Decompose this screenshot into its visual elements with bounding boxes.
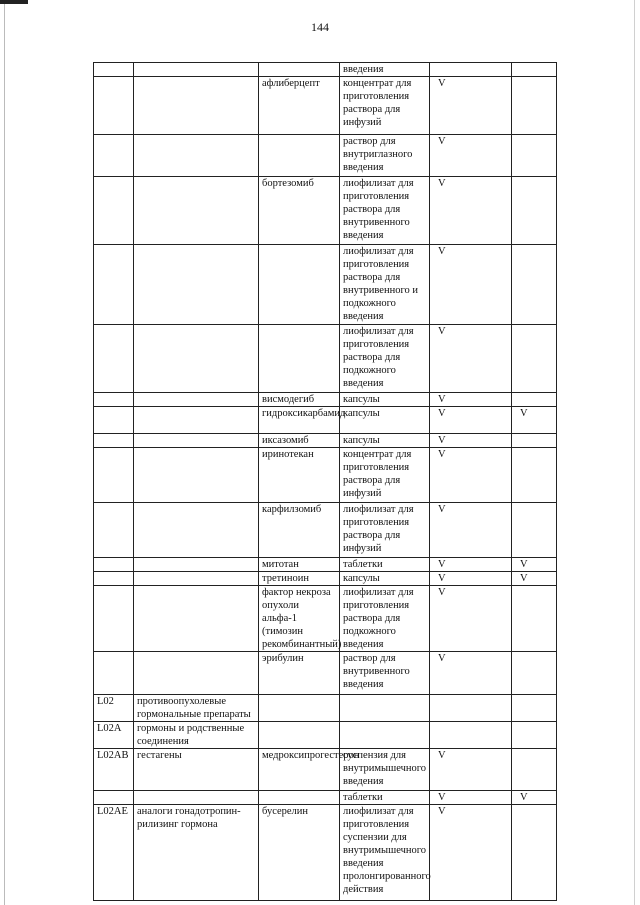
table-row — [94, 791, 557, 805]
group-name-cell — [134, 586, 259, 652]
table-row — [94, 448, 557, 503]
dosage-form-cell: таблетки — [340, 791, 430, 805]
table-row — [94, 135, 557, 177]
table-row — [94, 805, 557, 901]
mark-cell-2 — [512, 749, 557, 791]
mark-cell-1: V — [430, 135, 512, 177]
dosage-form-cell: лиофилизат для приготовления раствора для инфузий — [340, 503, 430, 558]
group-name-cell: противоопухолевые гормональные препараты — [134, 695, 259, 722]
dosage-form-cell: концентрат для приготовления раствора для инфузий — [340, 77, 430, 135]
atc-code-cell: L02 — [94, 695, 134, 722]
group-name-cell — [134, 135, 259, 177]
atc-code-cell — [94, 245, 134, 325]
atc-code-cell — [94, 63, 134, 77]
mark-cell-2: V — [512, 791, 557, 805]
table-row — [94, 695, 557, 722]
dosage-form-cell: лиофилизат для приготовления раствора для подкожного введения — [340, 586, 430, 652]
mark-cell-1: V — [430, 77, 512, 135]
group-name-cell — [134, 63, 259, 77]
mark-cell-2 — [512, 652, 557, 695]
table-row — [94, 407, 557, 434]
group-name-cell — [134, 393, 259, 407]
mark-cell-2 — [512, 77, 557, 135]
drug-name-cell — [259, 695, 340, 722]
drug-table — [93, 62, 557, 901]
table-row — [94, 652, 557, 695]
mark-cell-2 — [512, 325, 557, 393]
group-name-cell: аналоги гонадотропин-рилизинг гормона — [134, 805, 259, 901]
table-row — [94, 325, 557, 393]
drug-name-cell: иксазомиб — [259, 434, 340, 448]
table-row — [94, 586, 557, 652]
drug-name-cell: иринотекан — [259, 448, 340, 503]
mark-cell-1 — [430, 722, 512, 749]
scan-edge-left — [4, 0, 5, 905]
group-name-cell — [134, 177, 259, 245]
dosage-form-cell: раствор для внутриглазного введения — [340, 135, 430, 177]
group-name-cell: гормоны и родственные соединения — [134, 722, 259, 749]
table-row — [94, 503, 557, 558]
atc-code-cell — [94, 434, 134, 448]
mark-cell-2 — [512, 434, 557, 448]
dosage-form-cell — [340, 722, 430, 749]
group-name-cell — [134, 558, 259, 572]
group-name-cell — [134, 325, 259, 393]
mark-cell-2 — [512, 177, 557, 245]
table-row — [94, 245, 557, 325]
table-row — [94, 434, 557, 448]
group-name-cell — [134, 791, 259, 805]
drug-name-cell: бусерелин — [259, 805, 340, 901]
atc-code-cell — [94, 572, 134, 586]
table-row — [94, 749, 557, 791]
mark-cell-1: V — [430, 448, 512, 503]
mark-cell-2: V — [512, 558, 557, 572]
mark-cell-1: V — [430, 434, 512, 448]
drug-name-cell: фактор некроза опухоли альфа-1 (тимозин рекомбинантный) — [259, 586, 340, 652]
drug-name-cell: бортезомиб — [259, 177, 340, 245]
drug-name-cell: афлиберцепт — [259, 77, 340, 135]
mark-cell-2 — [512, 448, 557, 503]
group-name-cell — [134, 245, 259, 325]
dosage-form-cell: лиофилизат для приготовления раствора для внутривенного и подкожного введения — [340, 245, 430, 325]
drug-name-cell: висмодегиб — [259, 393, 340, 407]
drug-name-cell — [259, 63, 340, 77]
group-name-cell — [134, 652, 259, 695]
mark-cell-2 — [512, 503, 557, 558]
atc-code-cell — [94, 177, 134, 245]
group-name-cell: гестагены — [134, 749, 259, 791]
table-row — [94, 393, 557, 407]
mark-cell-1: V — [430, 393, 512, 407]
drug-name-cell — [259, 325, 340, 393]
table-row — [94, 572, 557, 586]
group-name-cell — [134, 448, 259, 503]
table-row — [94, 77, 557, 135]
drug-name-cell — [259, 245, 340, 325]
table-row — [94, 177, 557, 245]
page-number: 144 — [311, 20, 329, 34]
group-name-cell — [134, 77, 259, 135]
atc-code-cell — [94, 325, 134, 393]
group-name-cell — [134, 434, 259, 448]
dosage-form-cell: таблетки — [340, 558, 430, 572]
mark-cell-1: V — [430, 586, 512, 652]
atc-code-cell — [94, 791, 134, 805]
atc-code-cell: L02A — [94, 722, 134, 749]
dosage-form-cell — [340, 695, 430, 722]
dosage-form-cell: введения — [340, 63, 430, 77]
mark-cell-1: V — [430, 749, 512, 791]
group-name-cell — [134, 572, 259, 586]
atc-code-cell — [94, 652, 134, 695]
drug-table-body — [94, 63, 557, 901]
dosage-form-cell: концентрат для приготовления раствора для инфузий — [340, 448, 430, 503]
atc-code-cell — [94, 448, 134, 503]
mark-cell-1: V — [430, 177, 512, 245]
drug-name-cell — [259, 722, 340, 749]
drug-name-cell: третиноин — [259, 572, 340, 586]
mark-cell-1 — [430, 695, 512, 722]
atc-code-cell — [94, 77, 134, 135]
atc-code-cell — [94, 586, 134, 652]
dosage-form-cell: капсулы — [340, 434, 430, 448]
dosage-form-cell: лиофилизат для приготовления суспензии для внутримышечного введения пролонгированного действия — [340, 805, 430, 901]
mark-cell-2 — [512, 695, 557, 722]
group-name-cell — [134, 407, 259, 434]
mark-cell-2 — [512, 63, 557, 77]
drug-name-cell — [259, 791, 340, 805]
dosage-form-cell: капсулы — [340, 407, 430, 434]
atc-code-cell: L02AE — [94, 805, 134, 901]
dosage-form-cell: лиофилизат для приготовления раствора для внутривенного введения — [340, 177, 430, 245]
mark-cell-2: V — [512, 572, 557, 586]
atc-code-cell — [94, 135, 134, 177]
mark-cell-1: V — [430, 407, 512, 434]
atc-code-cell — [94, 503, 134, 558]
group-name-cell — [134, 503, 259, 558]
mark-cell-1: V — [430, 652, 512, 695]
mark-cell-1: V — [430, 503, 512, 558]
mark-cell-1 — [430, 63, 512, 77]
dosage-form-cell: суспензия для внутримышечного введения — [340, 749, 430, 791]
scan-edge-right — [634, 0, 635, 905]
mark-cell-1: V — [430, 558, 512, 572]
table-row — [94, 63, 557, 77]
drug-name-cell — [259, 135, 340, 177]
drug-name-cell: эрибулин — [259, 652, 340, 695]
mark-cell-2 — [512, 135, 557, 177]
mark-cell-2 — [512, 586, 557, 652]
table-row — [94, 722, 557, 749]
dosage-form-cell: раствор для внутривенного введения — [340, 652, 430, 695]
drug-name-cell: митотан — [259, 558, 340, 572]
dosage-form-cell: капсулы — [340, 572, 430, 586]
dosage-form-cell: капсулы — [340, 393, 430, 407]
atc-code-cell — [94, 558, 134, 572]
mark-cell-1: V — [430, 791, 512, 805]
drug-name-cell: гидроксикарбамид — [259, 407, 340, 434]
table-row — [94, 558, 557, 572]
drug-name-cell: карфилзомиб — [259, 503, 340, 558]
mark-cell-1: V — [430, 805, 512, 901]
drug-name-cell: медроксипрогестерон — [259, 749, 340, 791]
atc-code-cell: L02AB — [94, 749, 134, 791]
mark-cell-1: V — [430, 325, 512, 393]
mark-cell-2 — [512, 245, 557, 325]
mark-cell-1: V — [430, 245, 512, 325]
mark-cell-1: V — [430, 572, 512, 586]
atc-code-cell — [94, 393, 134, 407]
dosage-form-cell: лиофилизат для приготовления раствора для подкожного введения — [340, 325, 430, 393]
mark-cell-2 — [512, 393, 557, 407]
atc-code-cell — [94, 407, 134, 434]
mark-cell-2 — [512, 805, 557, 901]
mark-cell-2 — [512, 722, 557, 749]
mark-cell-2: V — [512, 407, 557, 434]
scan-corner-mark — [0, 0, 28, 4]
